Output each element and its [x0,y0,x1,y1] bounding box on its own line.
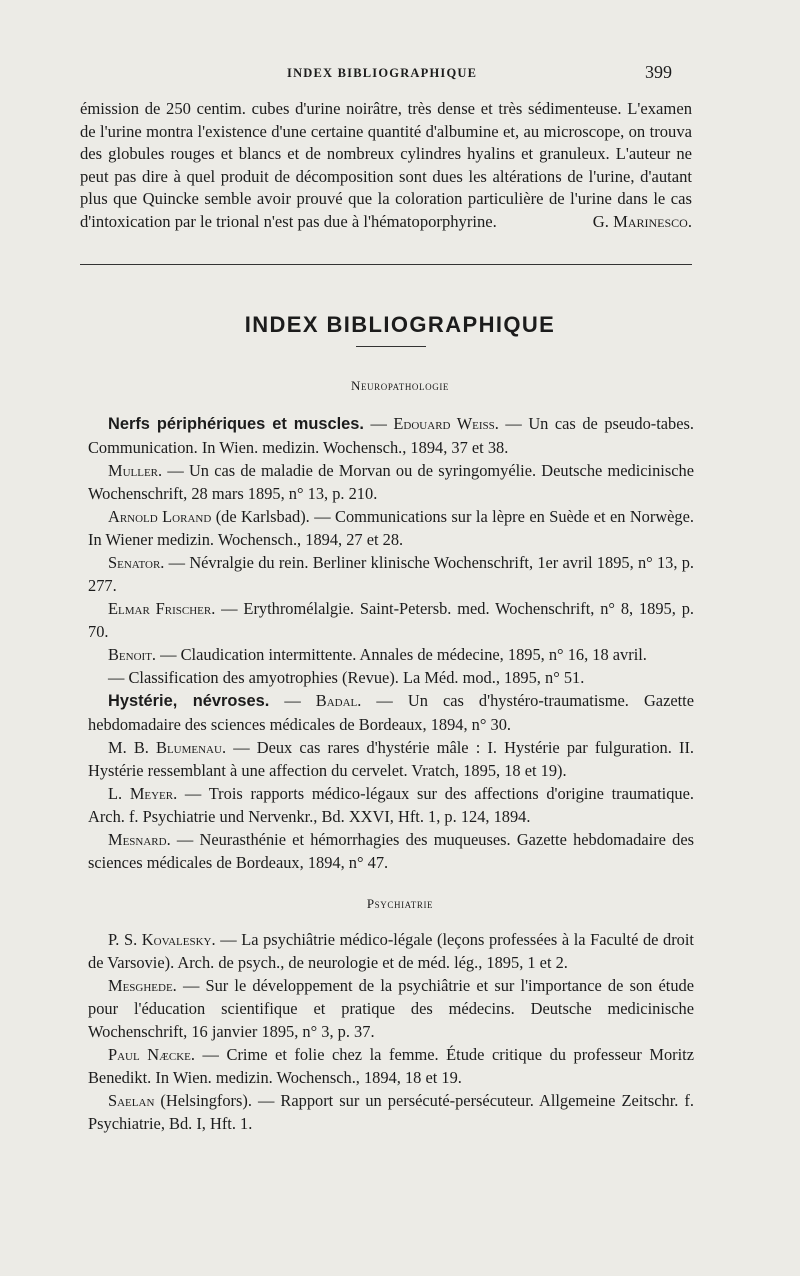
page-title: INDEX BIBLIOGRAPHIQUE [244,312,556,337]
entry-author: Paul Næcke. [108,1045,195,1064]
page-number: 399 [645,62,672,82]
entry-list-psychiatrie [88,928,694,1135]
entry-text: — Claudication intermittente. Annales de médecine, 1895, n° 16, 18 avril. [156,645,647,664]
entry-text: (Helsingfors). — Rapport sur un persécuté-persécuteur. Allgemeine Zeitschr. f. Psychiatrie, Bd. I, Hft. 1. [88,1091,694,1133]
bibliography-entry [88,782,694,828]
section-heading-neuropathologie: Neuropathologie [350,378,450,393]
bibliography-entry [88,459,694,505]
bibliography-entry [88,412,694,459]
entry-author: M. B. Blumenau. [108,738,227,757]
entry-author: Elmar Frischer. [108,599,216,618]
bibliography-entry [88,505,694,551]
bibliography-entry [88,666,694,689]
bibliography-entry [88,551,694,597]
entry-author: — Badal. [269,691,362,710]
running-head: INDEX BIBLIOGRAPHIQUE [287,66,478,80]
bibliography-entry [88,736,694,782]
entry-text: — Trois rapports médico-légaux sur des affections d'origine traumatique. Arch. f. Psychiatrie und Nervenkr., Bd. XXVI, Hft. 1, p. 124, 1894. [88,784,694,826]
entry-author: Mesnard. [108,830,171,849]
entry-text: — Deux cas rares d'hystérie mâle : I. Hystérie par fulguration. II. Hystérie ressemblant à une affection du cervelet. Vratch, 1895, 18 et 19). [88,738,695,780]
bibliography-entry [88,828,694,874]
bibliography-entry [88,689,694,736]
entry-text: — Erythromélalgie. Saint-Petersb. med. Wochenschrift, n° 8, 1895, p. 70. [88,599,695,641]
entry-text: — Classification des amyotrophies (Revue). La Méd. mod., 1895, n° 51. [108,668,585,687]
bibliography-entry [88,643,694,666]
entry-text: — La psychiâtrie médico-légale (leçons professées à la Faculté de droit de Varsovie). Arch. de psych., de neurologie et de méd. lég., 1895, 1 et 2. [88,930,694,972]
title-underline [356,346,426,347]
section-divider [80,264,692,265]
entry-text: — Névralgie du rein. Berliner klinische Wochenschrift, 1er avril 1895, n° 13, p. 277. [88,553,694,595]
entry-text: — Neurasthénie et hémorrhagies des muqueuses. Gazette hebdomadaire des sciences médicales de Bordeaux, 1894, n° 47. [88,830,694,872]
section-heading-psychiatrie: Psychiatrie [366,896,434,911]
entry-text: — Un cas de maladie de Morvan ou de syringomyélie. Deutsche medicinische Wochenschrift, 28 mars 1895, n° 13, p. 210. [88,461,694,503]
entry-text: — Un cas d'hystéro-traumatisme. Gazette hebdomadaire des sciences médicales de Bordeaux, 1894, n° 30. [88,691,694,734]
entry-author: Muller. [108,461,163,480]
entry-author: P. S. Kovalesky. [108,930,216,949]
entry-list-neuropathologie [88,412,694,874]
entry-subject: Nerfs périphériques et muscles. [108,415,364,433]
entry-author: Senator. [108,553,165,572]
bibliography-entry [88,974,694,1043]
intro-text: émission de 250 centim. cubes d'urine noirâtre, très dense et très sédimenteuse. L'examen de l'urine montra l'existence d'une certaine quantité d'albumine et, au microscope, on trouva des globules rouges et blancs et de nombreux cylindres hyalins et granuleux. L'auteur ne peut pas dire à quel produit de décomposition sont dues les altérations de l'urine, d'autant plus que Quincke semble avoir prouvé que la coloration particulière de l'urine dans le cas d'intoxication par le trional n'est pas due à l'hématoporphyrine. [80,99,692,231]
entry-text: (de Karlsbad). — Communications sur la lèpre en Suède et en Norwège. In Wiener medizin. Wochensch., 1894, 27 et 28. [88,507,695,549]
bibliography-entry [88,1089,694,1135]
entry-author: Benoit. [108,645,157,664]
entry-text: — Un cas de pseudo-tabes. Communication. In Wien. medizin. Wochensch., 1894, 37 et 38. [88,414,694,457]
entry-author: L. Meyer. [108,784,178,803]
entry-author: Saelan [108,1091,155,1110]
entry-text: — Crime et folie chez la femme. Étude critique du professeur Moritz Benedikt. In Wien. medizin. Wochensch., 1894, 18 et 19. [88,1045,694,1087]
entry-author: Arnold Lorand [108,507,212,526]
bibliography-entry [88,1043,694,1089]
entry-author: Mesghede. [108,976,177,995]
bibliography-entry [88,928,694,974]
intro-paragraph [80,98,692,234]
entry-author: — Edouard Weiss. [363,414,499,433]
entry-subject: Hystérie, névroses. [108,692,270,710]
signature: G. Marinesco. [592,211,692,231]
bibliography-entry [88,597,694,643]
entry-text: — Sur le développement de la psychiâtrie et sur l'importance de son étude pour l'éducation scientifique et pratique des médecins. Deutsche medicinische Wochenschrift, 16 janvier 1895, n° 3, p. 37. [88,976,694,1041]
